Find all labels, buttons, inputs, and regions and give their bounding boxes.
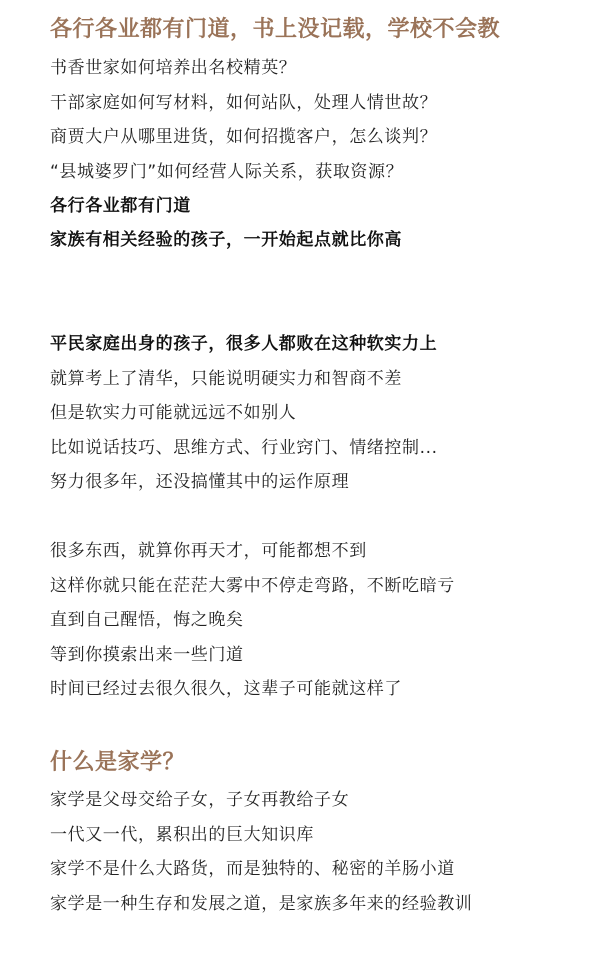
text-line: 努力很多年，还没搞懂其中的运作原理 (50, 472, 350, 492)
text-line: 家学不是什么大路货，而是独特的、秘密的羊肠小道 (50, 859, 455, 879)
text-line: 很多东西，就算你再天才，可能都想不到 (50, 541, 367, 561)
text-line: 家学是一种生存和发展之道，是家族多年来的经验教训 (50, 894, 473, 914)
text-line-bold: 家族有相关经验的孩子，一开始起点就比你高 (50, 230, 402, 250)
text-line: 干部家庭如何写材料，如何站队，处理人情世故？ (50, 93, 438, 113)
text-line: 等到你摸索出来一些门道 (50, 645, 244, 665)
text-line-bold: 平民家庭出身的孩子，很多人都败在这种软实力上 (50, 334, 438, 354)
text-line: 一代又一代，累积出的巨大知识库 (50, 825, 314, 845)
text-line: “县城婆罗门”如何经营人际关系，获取资源？ (50, 162, 404, 182)
text-line-bold: 各行各业都有门道 (50, 196, 191, 216)
text-line: 就算考上了清华，只能说明硬实力和智商不差 (50, 369, 402, 389)
section-heading-family-learning: 什么是家学？ (50, 750, 186, 775)
text-line: 商贾大户从哪里进货，如何招揽客户，怎么谈判？ (50, 127, 438, 147)
text-line: 比如说话技巧、思维方式、行业窍门、情绪控制... (50, 438, 438, 458)
text-line: 直到自己醒悟，悔之晚矣 (50, 610, 244, 630)
text-line: 时间已经过去很久很久，这辈子可能就这样了 (50, 679, 402, 699)
section-heading-trades: 各行各业都有门道，书上没记载，学校不会教 (50, 17, 501, 42)
text-line: 书香世家如何培养出名校精英？ (50, 58, 297, 78)
text-line: 这样你就只能在茫茫大雾中不停走弯路，不断吃暗亏 (50, 576, 455, 596)
text-line: 但是软实力可能就远远不如别人 (50, 403, 297, 423)
text-line: 家学是父母交给子女，子女再教给子女 (50, 790, 350, 810)
